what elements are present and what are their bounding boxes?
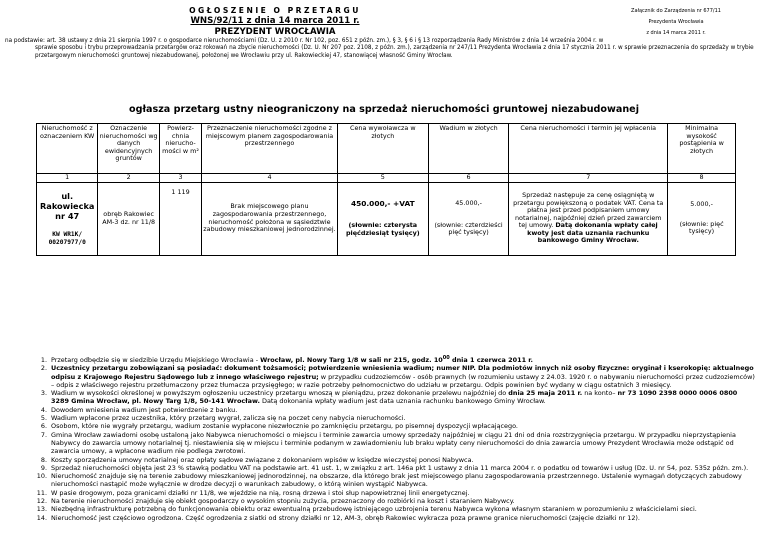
payment-terms: Sprzedaż następuje za cenę osiągniętą w przetargu powiększoną o podatek VAT. Cena ta płatna jest przed podpisaniem umowy notarialnej, najpóźniej dzień przed zawarciem tej umowy. [513,190,664,230]
item-text: Nieruchomość znajduje się na terenie zabudowy mieszkaniowej jednorodzinnej, na obszarze, dla którego brak jest miejscowego planu zagospodarowania przestrzennego. Ustalenie wymagań dotyczących zabudowy nieruchomości nastąpić może wyłącznie w drodze decyzji o warunkach zabudowy, o którą winien wystąpić Nabywca. [51,472,742,489]
legal-basis [5,38,757,60]
annex-label: Załącznik do Zarządzenia nr 677/11 [631,8,721,14]
legal-basis-line-1: na podstawie: art. 38 ustawy z dnia 21 sierpnia 1997 r. o gospodarce nieruchomościami (Dz. U. z 2010 r. Nr 102, poz. 651 z późn. zm.), § 3, § 6 i § 13 rozporządzenia Rady Ministrów z dnia 14 września 2004 r. w [5,38,604,44]
item-number: 8. [40,455,47,464]
item-text: Nieruchomość jest częściowo ogrodzona. Część ogrodzenia z siatki od strony działki nr 12, AM-3, obręb Rakowiec wykracza poza prawne granice nieruchomości (zajęcie działki nr 12). [51,513,640,522]
item-text: w przypadku cudzoziemców - osób prawnych (w rozumieniu ustawy z 24.03. 1920 r. o nabywaniu nieruchomości przez cudzoziemców) – odpis z właściwego rejestru przetłumaczony przez tłumacza przysięgłego; w razie potrzeby pełnomocnictwo do udziału w przetargu. Odpis powinien być wydany w ciągu ostatnich 3 miesięcy. [51,372,755,389]
column-number: 1 [37,174,98,183]
item-number: 5. [40,414,47,423]
header-cell: Cena nieruchomości i termin jej wpłacenia [509,124,668,174]
list-item [25,389,755,406]
list-item [25,514,755,522]
required-documents: Uczestnicy przetargu zobowiązani są posiadać: dokument tożsamości; potwierdzenie wniesienia wadium; numer NIP. Dla podmiotów innych niż osoby fizyczne: oryginał i kserokopię: aktualnego odpisu z Krajowego Rejestru Sądowego lub z innego właściwego rejestru; [51,364,754,381]
deposit-words: (słownie: czterdzieści pięć tysięcy) [434,220,503,237]
annex-date: z dnia 14 marca 2011 r. [646,30,706,36]
list-item [25,414,755,422]
header-cell: Cena wywoławcza w złotych [337,124,428,174]
bank-account: nr 73 1090 2398 0000 0006 0800 3289 Gmina Wrocław, pl. Nowy Targ 1/8, 50-141 Wrocław. [51,389,738,406]
item-number: 12. [36,497,47,506]
table-header-row [37,124,736,174]
deposit-amount: 45.000,- [455,199,482,208]
item-number: 3. [40,389,47,398]
cadastral-cell: obręb Rakowiec AM-3 dz. nr 11/8 [98,182,159,255]
column-number: 2 [98,174,159,183]
conditions-list [25,356,755,522]
minimum-increment-words: (słownie: pięć tysięcy) [679,219,724,236]
column-number: 5 [337,174,428,183]
item-text: Dowodem wniesienia wadium jest potwierdzenie z banku. [51,405,238,414]
issuing-authority: PREZYDENT WROCŁAWIA [214,27,336,37]
announcement-reference: WNS/92/11 z dnia 14 marca 2011 r. [190,16,360,26]
header-cell: Przeznaczenie nieruchomości zgodne z miejscowym planem zagospodarowania przestrzennego [202,124,338,174]
item-number: 2. [40,364,47,373]
annex-note [606,7,746,40]
property-table [36,123,736,256]
list-item [25,431,755,456]
item-number: 1. [40,356,47,364]
column-number: 8 [668,174,736,183]
column-number: 4 [202,174,338,183]
item-text: Wadium wpłacone przez uczestnika, który przetarg wygrał, zalicza się na poczet ceny nabycia nieruchomości. [51,414,406,423]
column-number: 7 [509,174,668,183]
item-text: Gmina Wrocław zawiadomi osobę ustaloną jako Nabywca nieruchomości o miejscu i terminie zawarcia umowy sprzedaży najpóźniej w ciągu 21 dni od dnia rozstrzygnięcia przetargu. W przypadku nieprzystąpienia Nabywcy do zawarcia umowy notarialnej tj. niestawienia się w miejscu i terminie podanym w zawiadomieniu lub braku wpłaty ceny nieruchomości do dnia zawarcia umowy Prezydent Wrocławia może odstąpić od zawarcia umowy, a wpłacone wadium nie podlega zwrotowi. [51,430,736,456]
area-cell: 1 119 [159,182,201,255]
list-item [25,456,755,464]
header-cell: Powierz-chnia nierucho-mości w m² [159,124,201,174]
list-item [25,406,755,414]
payment-date-rule: Datą dokonania wpłaty całej kwoty jest data uznania rachunku bankowego Gminy Wrocław. [527,221,658,245]
item-number: 4. [40,405,47,414]
tender-headline: ogłasza przetarg ustny nieograniczony na sprzedaż nieruchomości gruntowej niezabudowanej [129,104,639,115]
item-text: na konto– [582,389,618,398]
list-item [25,364,755,389]
deposit-cell [428,182,508,255]
item-number: 9. [40,463,47,472]
item-text: Przetarg odbędzie się w siedzibie Urzędu Miejskiego Wrocławia - [51,356,261,364]
item-text: Na terenie nieruchomości znajduje się obiekt gospodarczy o wysokim stopniu zużycia, przeznaczony do rozbiórki na koszt i staraniem Nabywcy. [51,497,515,506]
header-cell: Minimalna wysokość postąpienia w złotych [668,124,736,174]
property-address: ul. Rakowiecka nr 47 [39,190,95,221]
list-item [25,464,755,472]
item-text: Niezbędną infrastrukturę potrzebną do funkcjonowania obiektu oraz ewentualną przebudowę istniejącego uzbrojenia terenu Nabywca wykona własnym staraniem w porozumieniu z właścicielami sieci. [51,505,697,514]
item-text: W pasie drogowym, poza granicami działki nr 11/8, we wjeździe na nią, rosną drzewa i stoi słup napowietrznej linii energetycznej. [51,488,470,497]
tender-venue: Wrocław, pl. Nowy Targ 1/8 w sali nr 215, godz. 10 [260,356,443,364]
header-cell: Wadium w złotych [428,124,508,174]
list-item [25,505,755,513]
tender-date: dnia 1 czerwca 2011 r. [449,356,534,364]
zoning-cell: Brak miejscowego planu zagospodarowania przestrzennego, nieruchomość położona w sąsiedztwie zabudowy mieszkaniowej jednorodzinnej. [202,182,338,255]
deposit-deadline: dnia 25 maja 2011 r. [508,389,583,398]
table-row [37,182,736,255]
item-number: 11. [36,488,47,497]
item-number: 7. [40,430,47,439]
list-item [25,356,755,364]
item-text: Osobom, które nie wygrały przetargu, wadium zostanie wypłacone niezwłocznie po zamknięciu przetargu, po pisemnej dyspozycji wpłacającego. [51,422,518,431]
item-text: Sprzedaż nieruchomości objęta jest 23 % stawką podatku VAT na podstawie art. 41 ust. 1, w związku z art. 146a pkt 1 ustawy z dnia 11 marca 2004 r. o podatku od towarów i usług (Dz. U. nr 54, poz. 535z późn. zm.). [51,463,749,472]
property-cell [37,182,98,255]
item-number: 10. [36,472,47,481]
tender-time-minutes: 00 [442,354,450,361]
header-cell: Oznaczenie nieruchomości wg danych ewidencyjnych gruntów [98,124,159,174]
minimum-increment: 5.000,- [690,200,713,209]
starting-price: 450.000,- +VAT [350,199,415,209]
starting-price-words: (słownie: czterysta pięćdziesiąt tysięcy) [345,221,420,237]
list-item [25,422,755,430]
column-number: 6 [428,174,508,183]
land-register-number: KW WR1K/ 00207977/0 [48,230,86,246]
column-number-row [37,174,736,183]
header-cell: Nieruchomość z oznaczeniem KW [37,124,98,174]
starting-price-cell [337,182,428,255]
list-item [25,472,755,489]
payment-terms-cell [509,182,668,255]
list-item [25,497,755,505]
item-number: 13. [36,505,47,514]
annex-issuer: Prezydenta Wrocławia [648,19,704,25]
item-text: Koszty sporządzenia umowy notarialnej oraz opłaty sądowe związane z dokonaniem wpisów w księdze wieczystej ponosi Nabywca. [51,455,474,464]
item-number: 6. [40,422,47,431]
announcement-title: OGŁOSZENIE O PRZETARGU [189,6,361,15]
item-text: Wadium w wysokości określonej w powyższym ogłoszeniu uczestnicy przetargu wnoszą w pieniądzu, przez dokonanie przelewu najpóźniej do [51,389,509,398]
item-number: 14. [36,513,47,522]
column-number: 3 [159,174,201,183]
legal-basis-line-2: sprawie sposobu i trybu przeprowadzania przetargów oraz rokowań na zbycie nieruchomości (Dz. U. Nr 207 poz. 2108, z późn. zm.), zarządzenia nr 247/11 Prezydenta Wrocławia z dnia 17 stycznia 2011 r. w sprawie przeznaczenia do sprzedaży w trybie przetargowym nieruchomości gruntowej niezabudowanej, położonej we Wrocławiu przy ul. Rakowieckiej 47, stanowiącej własność Gminy Wrocław. [35,45,754,59]
item-text: Datą dokonania wpłaty wadium jest data uznania rachunku bankowego Gminy Wrocław. [259,397,546,406]
document-header [0,6,520,38]
list-item [25,489,755,497]
minimum-increment-cell [668,182,736,255]
